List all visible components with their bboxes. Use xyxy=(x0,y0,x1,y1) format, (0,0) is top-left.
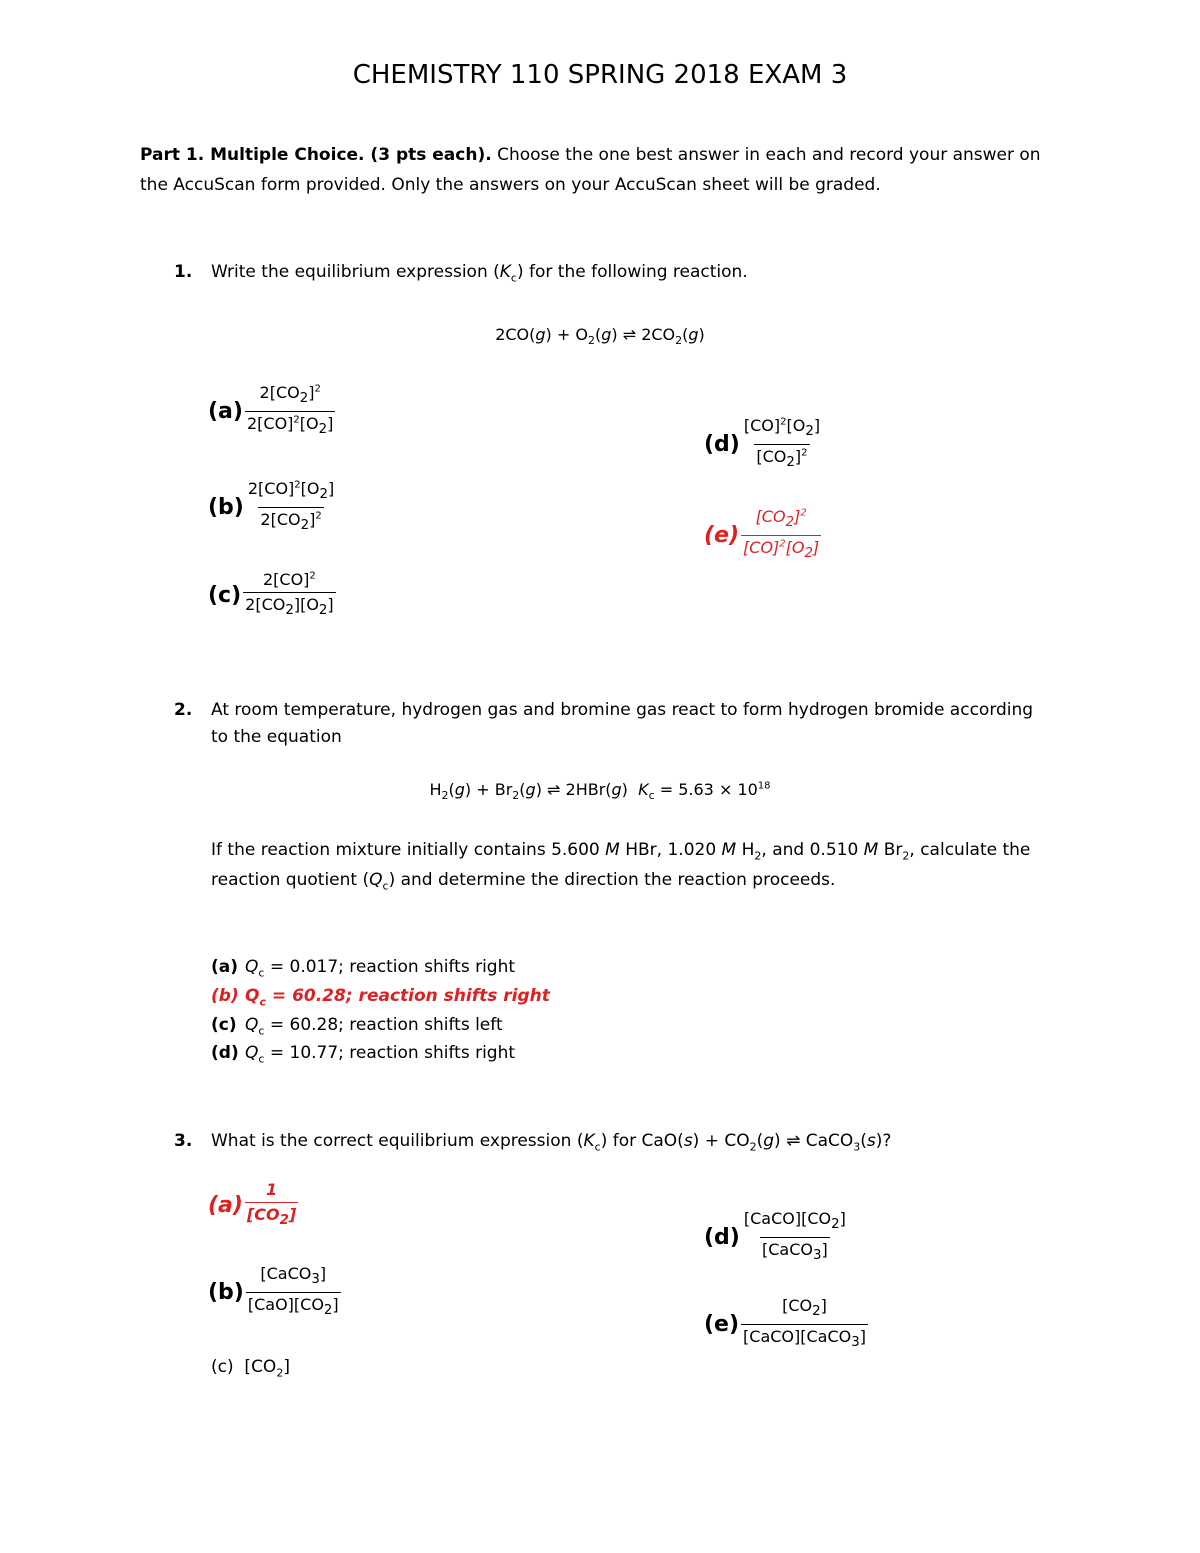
question-2-prompt-line-1: If the reaction mixture initially contains 5.600 M HBr, 1.020 M $H_2$, and 0.510 M $Br_2$, calculate the xyxy=(211,840,1031,863)
fraction: $\frac{2[CO]^2[O_2]}{2[CO_2]^2}$ xyxy=(246,479,336,536)
option-label: (c) xyxy=(211,1357,234,1377)
option-label: (c) xyxy=(211,1015,237,1035)
q3-option-c[interactable]: (c) $[CO_2]$ xyxy=(211,1357,290,1380)
option-label: (e) xyxy=(704,1312,740,1338)
option-label: (e) xyxy=(704,523,740,549)
q2-option-c[interactable] xyxy=(211,1015,503,1037)
instructions-line-2: the AccuScan form provided. Only the answers on your AccuScan sheet will be graded. xyxy=(140,175,881,195)
fraction: $\frac{[CO_2]}{[CaCO][CaCO_3]}$ xyxy=(741,1296,868,1353)
question-1-number: 1. xyxy=(174,262,193,282)
q1-option-e-correct[interactable] xyxy=(704,507,821,564)
question-2-text-line-2: to the equation xyxy=(211,727,342,747)
q3-option-b[interactable] xyxy=(208,1264,341,1321)
q1-option-c[interactable] xyxy=(208,570,336,621)
option-label: (a) xyxy=(208,399,243,425)
question-1-equation: $2CO(g) + O_2(g)$ ⇌ $2CO_2(g)$ xyxy=(495,325,705,348)
option-text: $Q_c = 60.28$; reaction shifts left xyxy=(245,1015,503,1038)
question-3-number: 3. xyxy=(174,1131,193,1151)
option-label: (a) xyxy=(211,957,239,977)
fraction: $\frac{[CaCO_3]}{[CaO][CO_2]}$ xyxy=(246,1264,341,1321)
q2-option-a[interactable] xyxy=(211,957,515,979)
option-label: (d) xyxy=(704,1225,740,1251)
q1-option-b[interactable] xyxy=(208,479,336,536)
option-label: (b) xyxy=(211,986,239,1006)
fraction: $\frac{[CO]^2[O_2]}{[CO_2]^2}$ xyxy=(742,416,822,473)
option-text: $Q_c = 60.28$; reaction shifts right xyxy=(245,986,550,1009)
option-text: $Q_c = 10.77$; reaction shifts right xyxy=(245,1043,516,1066)
q1-option-a[interactable] xyxy=(208,383,335,440)
option-text: $Q_c = 0.017$; reaction shifts right xyxy=(245,957,516,980)
question-1-text: Write the equilibrium expression $(K_c)$ for the following reaction. xyxy=(211,262,748,285)
option-label: (d) xyxy=(211,1043,239,1063)
page-title: CHEMISTRY 110 SPRING 2018 EXAM 3 xyxy=(352,60,848,90)
fraction: $\frac{[CaCO][CO_2]}{[CaCO_3]}$ xyxy=(742,1209,848,1266)
instructions-text: Choose the one best answer in each and record your answer on xyxy=(491,145,1041,165)
question-2-prompt-line-2: reaction quotient $(Q_c)$ and determine the direction the reaction proceeds. xyxy=(211,870,836,893)
q3-option-a-correct[interactable] xyxy=(208,1180,298,1231)
q2-option-d[interactable] xyxy=(211,1043,515,1065)
q3-option-e[interactable] xyxy=(704,1296,868,1353)
option-label: (b) xyxy=(208,1280,244,1306)
q2-option-b-correct[interactable] xyxy=(211,986,550,1008)
exponent: 18 xyxy=(757,780,771,792)
option-label: (b) xyxy=(208,495,244,521)
option-label: (c) xyxy=(208,583,242,609)
part-heading: Part 1. Multiple Choice. (3 pts each). xyxy=(140,145,492,165)
fraction: $\frac{1}{[CO_2]}$ xyxy=(245,1180,298,1231)
question-2-number: 2. xyxy=(174,700,193,720)
option-label: (a) xyxy=(208,1193,243,1219)
fraction: $\frac{[CO_2]^2}{[CO]^2[O_2]}$ xyxy=(741,507,821,564)
fraction: $\frac{2[CO]^2}{2[CO_2][O_2]}$ xyxy=(243,570,335,621)
question-2-equation: $H_2(g) + Br_2(g)$ ⇌ 2HBr(g) $K_c = 5.63 \times 10^{18}$ xyxy=(429,780,771,803)
q1-option-d[interactable] xyxy=(704,416,822,473)
q3-option-d[interactable] xyxy=(704,1209,848,1266)
fraction: $\frac{2[CO_2]^2}{2[CO]^2[O_2]}$ xyxy=(245,383,335,440)
option-label: (d) xyxy=(704,432,740,458)
question-2-text-line-1: At room temperature, hydrogen gas and bromine gas react to form hydrogen bromide according xyxy=(211,700,1034,720)
instructions-line-1 xyxy=(140,145,1041,165)
question-3-text: What is the correct equilibrium expression $(K_c)$ for $CaO(s) + CO_2(g)$ ⇌ CaCO$_3$(s)? xyxy=(211,1131,892,1154)
